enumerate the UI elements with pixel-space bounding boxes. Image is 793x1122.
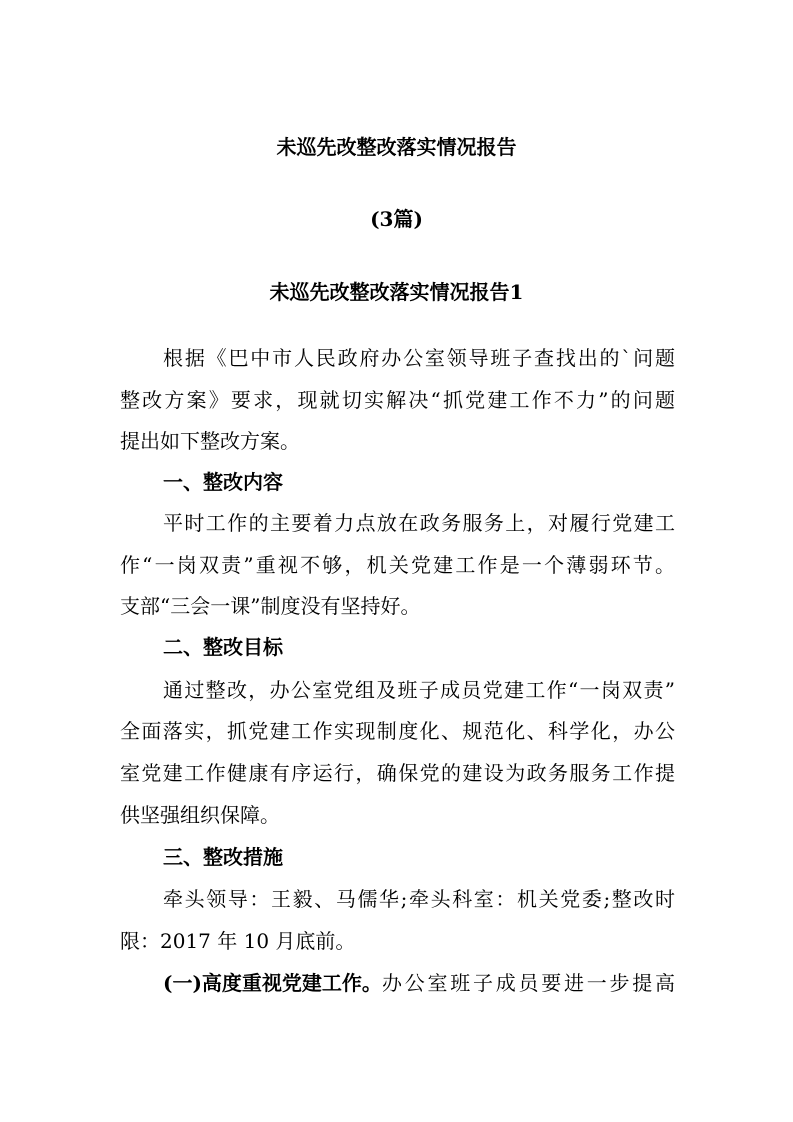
heading-measures: 三、整改措施 (163, 845, 283, 869)
text-line: 提出如下整改方案。 (120, 429, 300, 453)
measure-item-heading: (一)高度重视党建工作。 (163, 971, 382, 995)
text-line: 牵头领导：王毅、马儒华;牵头科室：机关党委;整改时 (163, 887, 675, 911)
document-subtitle: (3篇) (370, 207, 423, 231)
text-line: 平时工作的主要着力点放在政务服务上，对履行党建工 (163, 511, 675, 535)
heading-content: 一、整改内容 (163, 470, 283, 494)
text-line: 根据《巴中市人民政府办公室领导班子查找出的`问题 (163, 346, 675, 370)
text-line: 通过整改，办公室党组及班子成员党建工作“一岗双责” (163, 678, 675, 702)
heading-goal: 二、整改目标 (163, 635, 283, 659)
measure-item-1 (163, 968, 675, 998)
text-line: 供坚强组织保障。 (120, 803, 280, 827)
measure-item-text: 办公室班子成员要进一步提高 (381, 971, 675, 995)
text-line: 限：2017 年 10 月底前。 (120, 929, 356, 953)
text-line: 室党建工作健康有序运行，确保党的建设为政务服务工作提 (120, 761, 675, 785)
document-title: 未巡先改整改落实情况报告 (276, 135, 517, 159)
section-title: 未巡先改整改落实情况报告1 (269, 280, 524, 304)
text-line: 作“一岗双责”重视不够，机关党建工作是一个薄弱环节。 (120, 553, 675, 577)
text-line: 支部“三会一课”制度没有坚持好。 (120, 594, 421, 618)
text-line: 整改方案》要求，现就切实解决“抓党建工作不力”的问题 (120, 388, 675, 412)
text-line: 全面落实，抓党建工作实现制度化、规范化、科学化，办公 (120, 719, 675, 743)
